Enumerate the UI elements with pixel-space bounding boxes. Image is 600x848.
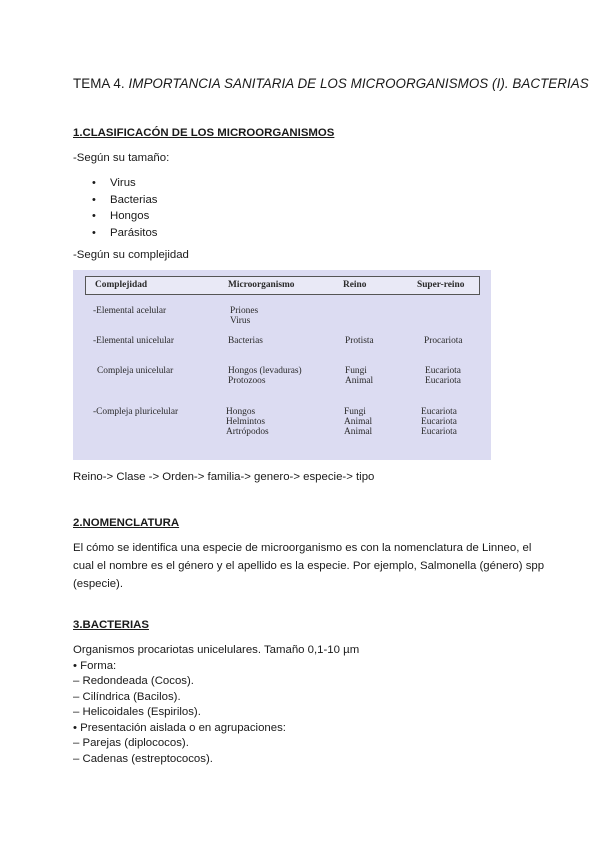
bacteria-line: – Parejas (diplococos). [73,737,189,749]
table-cell: Virus [230,316,251,326]
document-title [73,76,589,91]
paragraph-line: cual el nombre es el género y el apellido es la especie. Por ejemplo, Salmonella (género) spp [73,560,545,572]
table-header: Microorganismo [228,280,295,290]
size-list [92,175,157,241]
section3-heading: 3.BACTERIAS [73,619,149,631]
bacteria-line: – Cilíndrica (Bacilos). [73,691,181,703]
table-cell: -Elemental acelular [93,306,167,316]
bacteria-line: – Cadenas (estreptococos). [73,753,213,765]
list-item: • Bacterias [92,192,157,209]
table-cell: Fungi [345,366,367,376]
title-rest: IMPORTANCIA SANITARIA DE LOS MICROORGANISMOS (I). BACTERIAS [128,76,589,91]
table-cell: Eucariota [421,407,457,417]
table-cell: Bacterias [228,336,263,346]
table-cell: Eucariota [421,427,457,437]
taxonomy-line: Reino-> Clase -> Orden-> familia-> genero-> especie-> tipo [73,471,375,483]
table-cell: Hongos (levaduras) [228,366,302,376]
table-cell: Animal [345,376,374,386]
title-lead: TEMA 4. [73,76,129,91]
section1-heading: 1.CLASIFICACÓN DE LOS MICROORGANISMOS [73,127,335,139]
table-cell: Animal [344,427,373,437]
bacteria-line: • Forma: [73,660,117,672]
bacteria-line: • Presentación aislada o en agrupaciones: [73,722,286,734]
table-header: Complejidad [95,280,148,290]
table-cell: Animal [344,417,373,427]
table-header: Super-reino [417,280,465,290]
table-cell: Helmintos [226,417,266,427]
paragraph-line: (especie). [73,578,124,590]
bacteria-line: – Helicoidales (Espirilos). [73,706,201,718]
table-cell: Eucariota [425,376,461,386]
table-cell: Priones [230,306,259,316]
classification-table [73,270,491,460]
table-header: Reino [343,280,367,290]
list-item: • Hongos [92,208,157,225]
bacteria-line: – Redondeada (Cocos). [73,675,194,687]
table-cell: -Compleja pluricelular [93,407,179,417]
list-item: • Virus [92,175,157,192]
table-cell: Eucariota [425,366,461,376]
table-cell: Protozoos [228,376,266,386]
table-cell: -Elemental unicelular [93,336,174,346]
table-cell: Fungi [344,407,366,417]
bacteria-line: Organismos procariotas unicelulares. Tamaño 0,1-10 µm [73,644,360,656]
table-cell: Compleja unicelular [97,366,174,376]
paragraph-line: El cómo se identifica una especie de microorganismo es con la nomenclatura de Linneo, el [73,542,532,554]
size-label: -Según su tamaño: [73,152,170,164]
table-cell: Procariota [424,336,463,346]
complexity-label: -Según su complejidad [73,249,189,261]
table-cell: Protista [345,336,374,346]
list-item: • Parásitos [92,225,157,242]
table-cell: Artrópodos [226,427,269,437]
section2-heading: 2.NOMENCLATURA [73,517,180,529]
table-cell: Eucariota [421,417,457,427]
table-cell: Hongos [226,407,256,417]
